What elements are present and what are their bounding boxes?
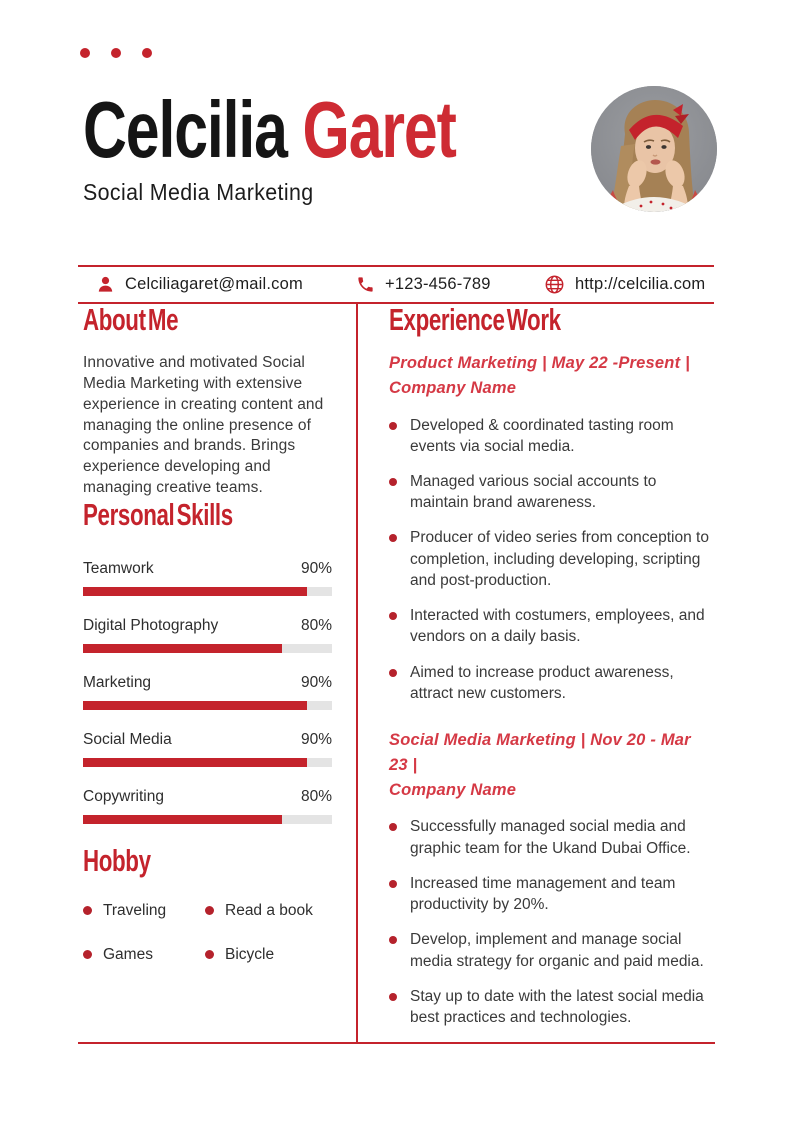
job-bullets [389,415,710,705]
contact-website[interactable] [544,267,705,302]
bullet-item [389,816,710,858]
person-name [83,85,456,174]
content-columns [78,302,714,1042]
bullet-dot [83,950,92,959]
job-title-line: Product Marketing | May 22 -Present | [389,354,690,372]
hobby-item [83,946,205,964]
hobby-label: Traveling [103,901,167,919]
decorative-dots [80,48,152,58]
contact-email[interactable] [96,267,303,302]
first-name: Celcilia [83,85,287,174]
phone-icon [356,275,375,294]
bullet-item [389,471,710,513]
job-heading [389,728,710,802]
bullet-text: Managed various social accounts to maintain brand awareness. [410,472,657,512]
skill-percent: 80% [300,787,332,805]
bullet-dot [389,612,397,620]
skill-percent: 90% [300,730,332,748]
decor-dot [142,48,152,58]
contact-phone[interactable] [356,267,491,302]
email-text: Celciliagaret@mail.com [125,275,303,293]
bullet-text: Aimed to increase product awareness, attract new customers. [410,663,674,702]
skill-bar-track [83,758,332,767]
skill-label: Marketing [83,673,152,691]
skill-label: Social Media [83,730,172,748]
bullet-dot [389,880,397,888]
hobby-item [205,946,332,964]
contact-bar [78,265,714,304]
last-name: Garet [302,85,456,174]
bullet-dot [389,936,397,944]
job-bullets [389,816,710,1028]
hobby-label: Bicycle [225,945,275,963]
skill-percent: 90% [300,673,332,691]
skill-bar-fill [83,701,307,710]
skill-bar-track [83,815,332,824]
profile-photo [591,86,717,212]
job-title-line: Social Media Marketing | Nov 20 - Mar 23 | [389,731,691,774]
bullet-dot [83,906,92,915]
hobby-label: Games [103,945,153,963]
bullet-dot [389,993,397,1001]
bullet-text: Stay up to date with the latest social media best practices and technologies. [410,987,704,1026]
bullet-item [389,986,710,1028]
right-column [358,302,714,1042]
hobby-title: Hobby [83,842,151,878]
job-company-line: Company Name [389,378,517,397]
skill-bar-track [83,644,332,653]
bullet-text: Interacted with costumers, employees, and vendors on a daily basis. [410,607,705,646]
skill-bar-fill [83,587,307,596]
bullet-item [389,873,710,915]
decor-dot [111,48,121,58]
bullet-text: Successfully managed social media and graphic team for the Ukand Dubai Office. [410,818,691,857]
skill-bar-fill [83,815,282,824]
bullet-item [389,929,710,971]
skill-label: Copywriting [83,787,164,805]
bullet-text: Develop, implement and manage social media strategy for organic and paid media. [410,931,704,970]
skill-bar-track [83,587,332,596]
skills-list [83,560,332,824]
globe-icon [544,274,565,295]
hobby-item [83,902,205,920]
bullet-item [389,527,710,591]
skill-percent: 80% [300,616,332,634]
about-title: About Me [83,302,179,337]
bullet-dot [389,823,397,831]
website-text: http://celcilia.com [575,275,706,293]
bullet-item [389,605,710,647]
skill-row [83,731,332,767]
skills-title: Personal Skills [83,496,233,532]
job-title: Social Media Marketing [83,179,314,205]
person-icon [96,275,115,294]
bullet-dot [389,534,397,542]
hobby-item [205,902,332,920]
hobby-label: Read a book [225,901,313,919]
experience-title: Experience Work [389,302,561,337]
skill-row [83,674,332,710]
skill-percent: 90% [300,559,332,577]
header [83,85,573,206]
phone-text: +123-456-789 [385,275,491,293]
skill-row [83,617,332,653]
portrait-illustration [591,86,717,212]
bullet-dot [205,950,214,959]
job-heading [389,351,710,401]
bullet-dot [389,422,397,430]
skill-row [83,788,332,824]
bullet-item [389,662,710,704]
skill-bar-fill [83,644,282,653]
hobby-list [83,902,332,964]
page-bottom-line [78,1042,715,1044]
bullet-item [389,415,710,457]
bullet-dot [389,669,397,677]
skill-label: Digital Photography [83,616,219,634]
skill-row [83,560,332,596]
bullet-text: Increased time management and team productivity by 20%. [410,874,676,914]
bullet-dot [205,906,214,915]
about-text: Innovative and motivated Social Media Marketing with extensive experience in creating content and managing the online presence of companies and brands. Brings experience developing and managing creative teams. [83,354,324,497]
bullet-text: Producer of video series from conception to completion, including developing, scripting and post-production. [410,529,709,589]
skill-bar-track [83,701,332,710]
skill-label: Teamwork [83,559,154,577]
job-company-line: Company Name [389,780,517,799]
skill-bar-fill [83,758,307,767]
bullet-text: Developed & coordinated tasting room events via social media. [410,416,674,455]
decor-dot [80,48,90,58]
left-column [78,302,356,1042]
bullet-dot [389,478,397,486]
